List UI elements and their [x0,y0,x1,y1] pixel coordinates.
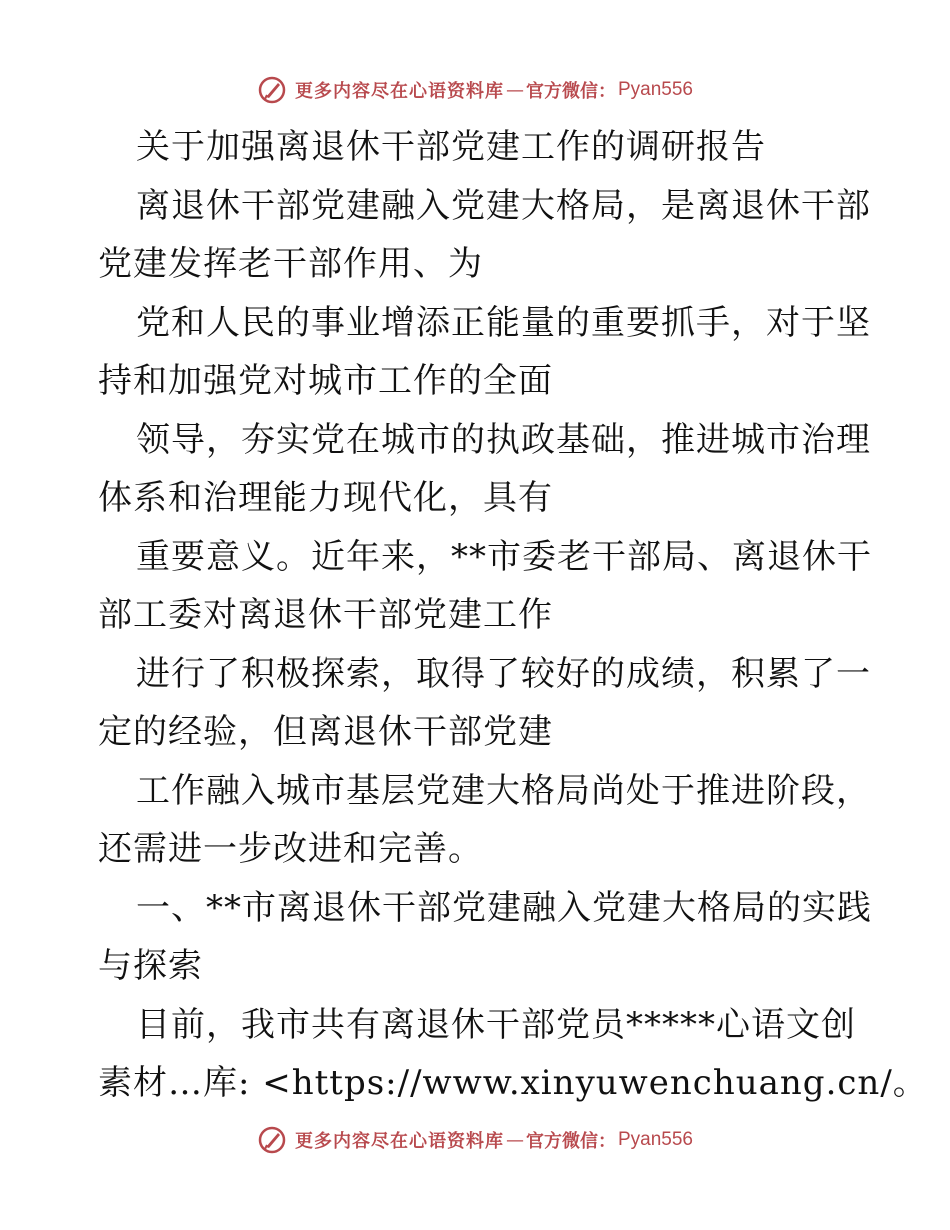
banner-wechat-id: Pyan556 [617,1129,693,1150]
banner-dash: — [505,1129,524,1151]
text-line: 党建发挥老干部作用、为 [98,244,483,284]
banner-wechat-id: Pyan556 [617,79,693,100]
banner-wechat-label: 官方微信： [525,1131,616,1152]
document-body [98,118,928,1113]
text-line: 持和加强党对城市工作的全面 [98,361,553,401]
text-line: 素材…库: <https://www.xinyuwenchuang.cn/。 [98,1063,928,1103]
text-line: 党和人民的事业增添正能量的重要抓手，对于坚 [136,302,871,343]
text-line: 离退休干部党建融入党建大格局，是离退休干部 [136,185,871,226]
quill-logo-icon [257,1125,287,1155]
header-watermark-banner [0,70,950,110]
text-line: 领导，夯实党在城市的执政基础，推进城市治理 [136,419,871,460]
text-line: 体系和治理能力现代化，具有 [98,478,553,518]
banner-dash: — [505,79,524,101]
text-line: 重要意义。近年来，**市委老干部局、离退休干 [136,536,872,577]
text-line: 工作融入城市基层党建大格局尚处于推进阶段， [136,770,871,811]
banner-wechat-label: 官方微信： [525,81,616,102]
text-line: 进行了积极探索，取得了较好的成绩，积累了一 [136,653,871,694]
text-line: 部工委对离退休干部党建工作 [98,595,553,635]
text-line: 定的经验，但离退休干部党建 [98,712,553,752]
text-line: 还需进一步改进和完善。 [98,829,483,869]
banner-text: 更多内容尽在心语资料库 [294,81,504,102]
section-heading-cont: 与探索 [98,946,203,986]
banner-text: 更多内容尽在心语资料库 [294,1131,504,1152]
section-heading: 一、**市离退休干部党建融入党建大格局的实践 [136,887,872,928]
quill-logo-icon [257,75,287,105]
text-line: 目前，我市共有离退休干部党员*****心语文创 [136,1004,856,1045]
doc-title: 关于加强离退休干部党建工作的调研报告 [136,127,766,167]
footer-watermark-banner [0,1120,950,1160]
